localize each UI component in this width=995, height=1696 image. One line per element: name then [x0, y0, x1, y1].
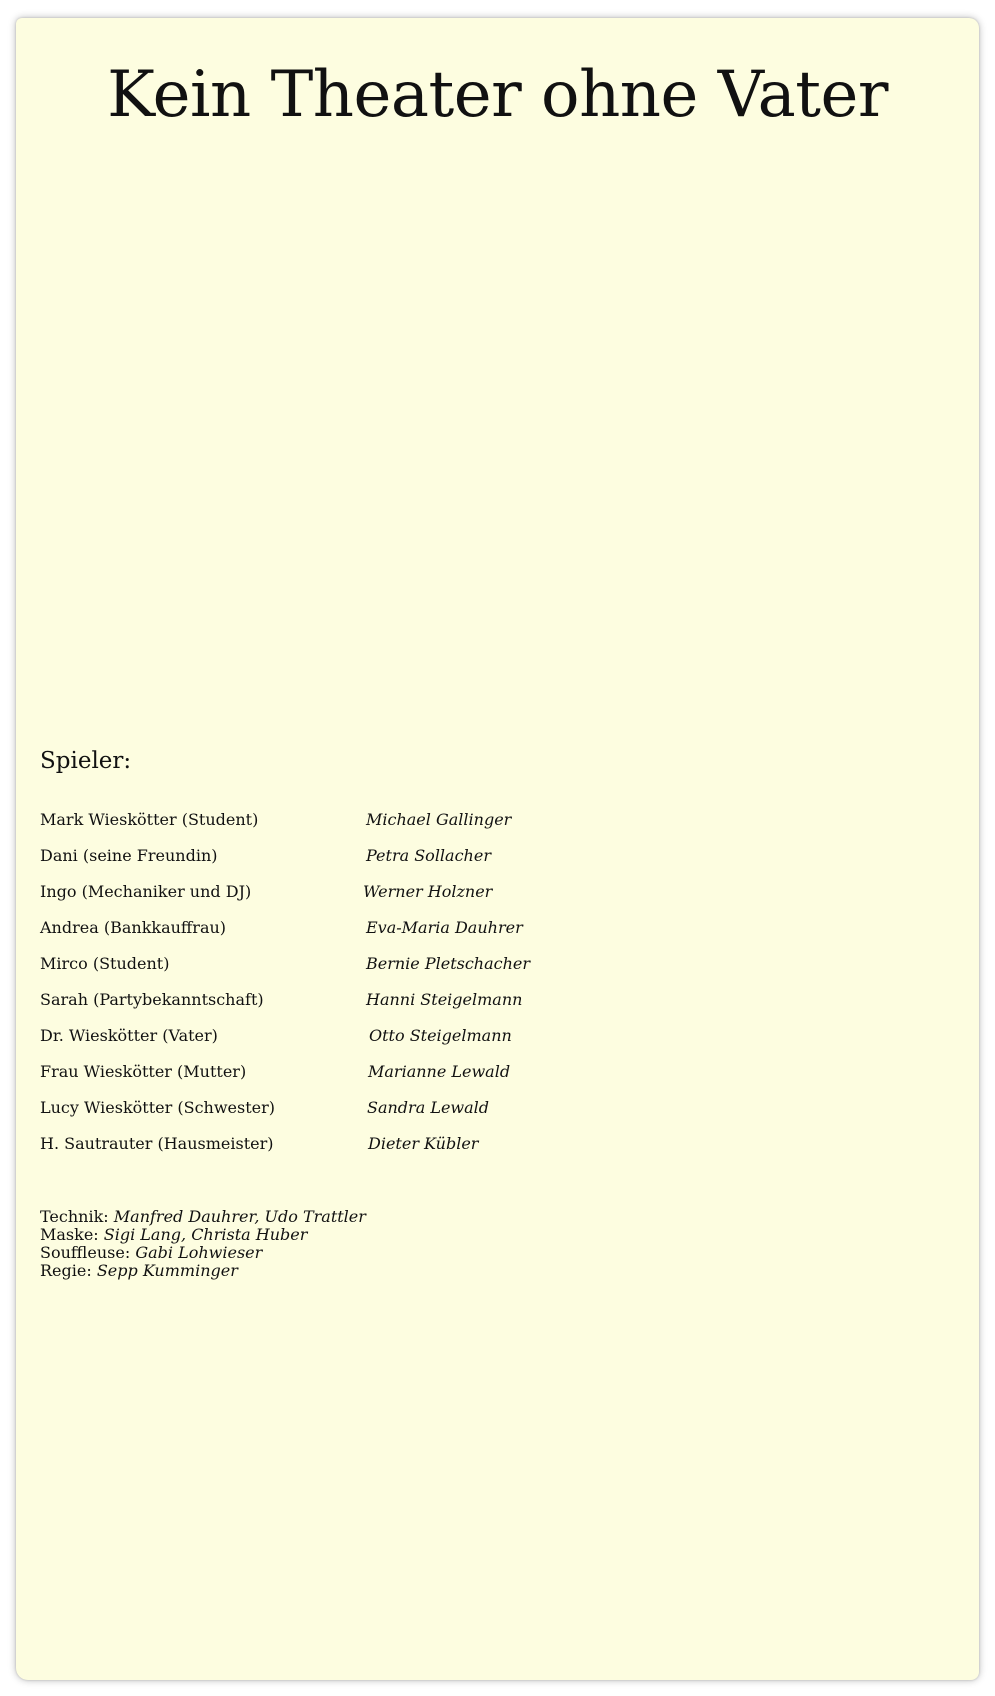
cast-actor: Petra Sollacher [366, 846, 491, 865]
cast-role: H. Sautrauter (Hausmeister) [40, 1134, 274, 1153]
cast-row [40, 1134, 680, 1170]
cast-actor: Eva-Maria Dauhrer [366, 918, 523, 937]
cast-row [40, 918, 680, 954]
cast-role: Ingo (Mechaniker und DJ) [40, 882, 252, 901]
cast-row [40, 1098, 680, 1134]
cast-row [40, 1026, 680, 1062]
cast-row [40, 1062, 680, 1098]
page-title: Kein Theater ohne Vater [107, 58, 888, 132]
crew-line [40, 1226, 366, 1244]
cast-role: Lucy Wieskötter (Schwester) [40, 1098, 275, 1117]
cast-row [40, 954, 680, 990]
cast-row [40, 990, 680, 1026]
cast-actor: Marianne Lewald [368, 1062, 511, 1081]
crew-label: Souffleuse: [40, 1243, 131, 1262]
cast-role: Andrea (Bankkauffrau) [40, 918, 227, 937]
cast-role: Sarah (Partybekanntschaft) [40, 990, 264, 1009]
crew-label: Regie: [40, 1261, 92, 1280]
crew-line [40, 1208, 366, 1226]
crew-names: Sepp Kumminger [96, 1261, 238, 1280]
crew-line [40, 1244, 366, 1262]
crew-list [40, 1208, 366, 1280]
cast-role: Dr. Wieskötter (Vater) [40, 1026, 218, 1045]
crew-names: Sigi Lang, Christa Huber [103, 1225, 308, 1244]
cast-role: Mark Wieskötter (Student) [40, 810, 259, 829]
cast-actor: Werner Holzner [363, 882, 493, 901]
crew-label: Maske: [40, 1225, 99, 1244]
cast-row [40, 810, 680, 846]
cast-actor: Michael Gallinger [366, 810, 512, 829]
cast-role: Frau Wieskötter (Mutter) [40, 1062, 247, 1081]
cast-role: Mirco (Student) [40, 954, 170, 973]
cast-heading: Spieler: [40, 748, 132, 774]
crew-names: Manfred Dauhrer, Udo Trattler [113, 1207, 366, 1226]
cast-actor: Otto Steigelmann [369, 1026, 512, 1045]
cast-actor: Hanni Steigelmann [366, 990, 523, 1009]
crew-label: Technik: [40, 1207, 109, 1226]
cast-actor: Dieter Kübler [368, 1134, 479, 1153]
crew-line [40, 1262, 366, 1280]
cast-actor: Bernie Pletschacher [366, 954, 531, 973]
crew-names: Gabi Lohwieser [135, 1243, 263, 1262]
cast-list [40, 810, 680, 1170]
cast-actor: Sandra Lewald [367, 1098, 490, 1117]
cast-row [40, 882, 680, 918]
cast-role: Dani (seine Freundin) [40, 846, 218, 865]
cast-row [40, 846, 680, 882]
